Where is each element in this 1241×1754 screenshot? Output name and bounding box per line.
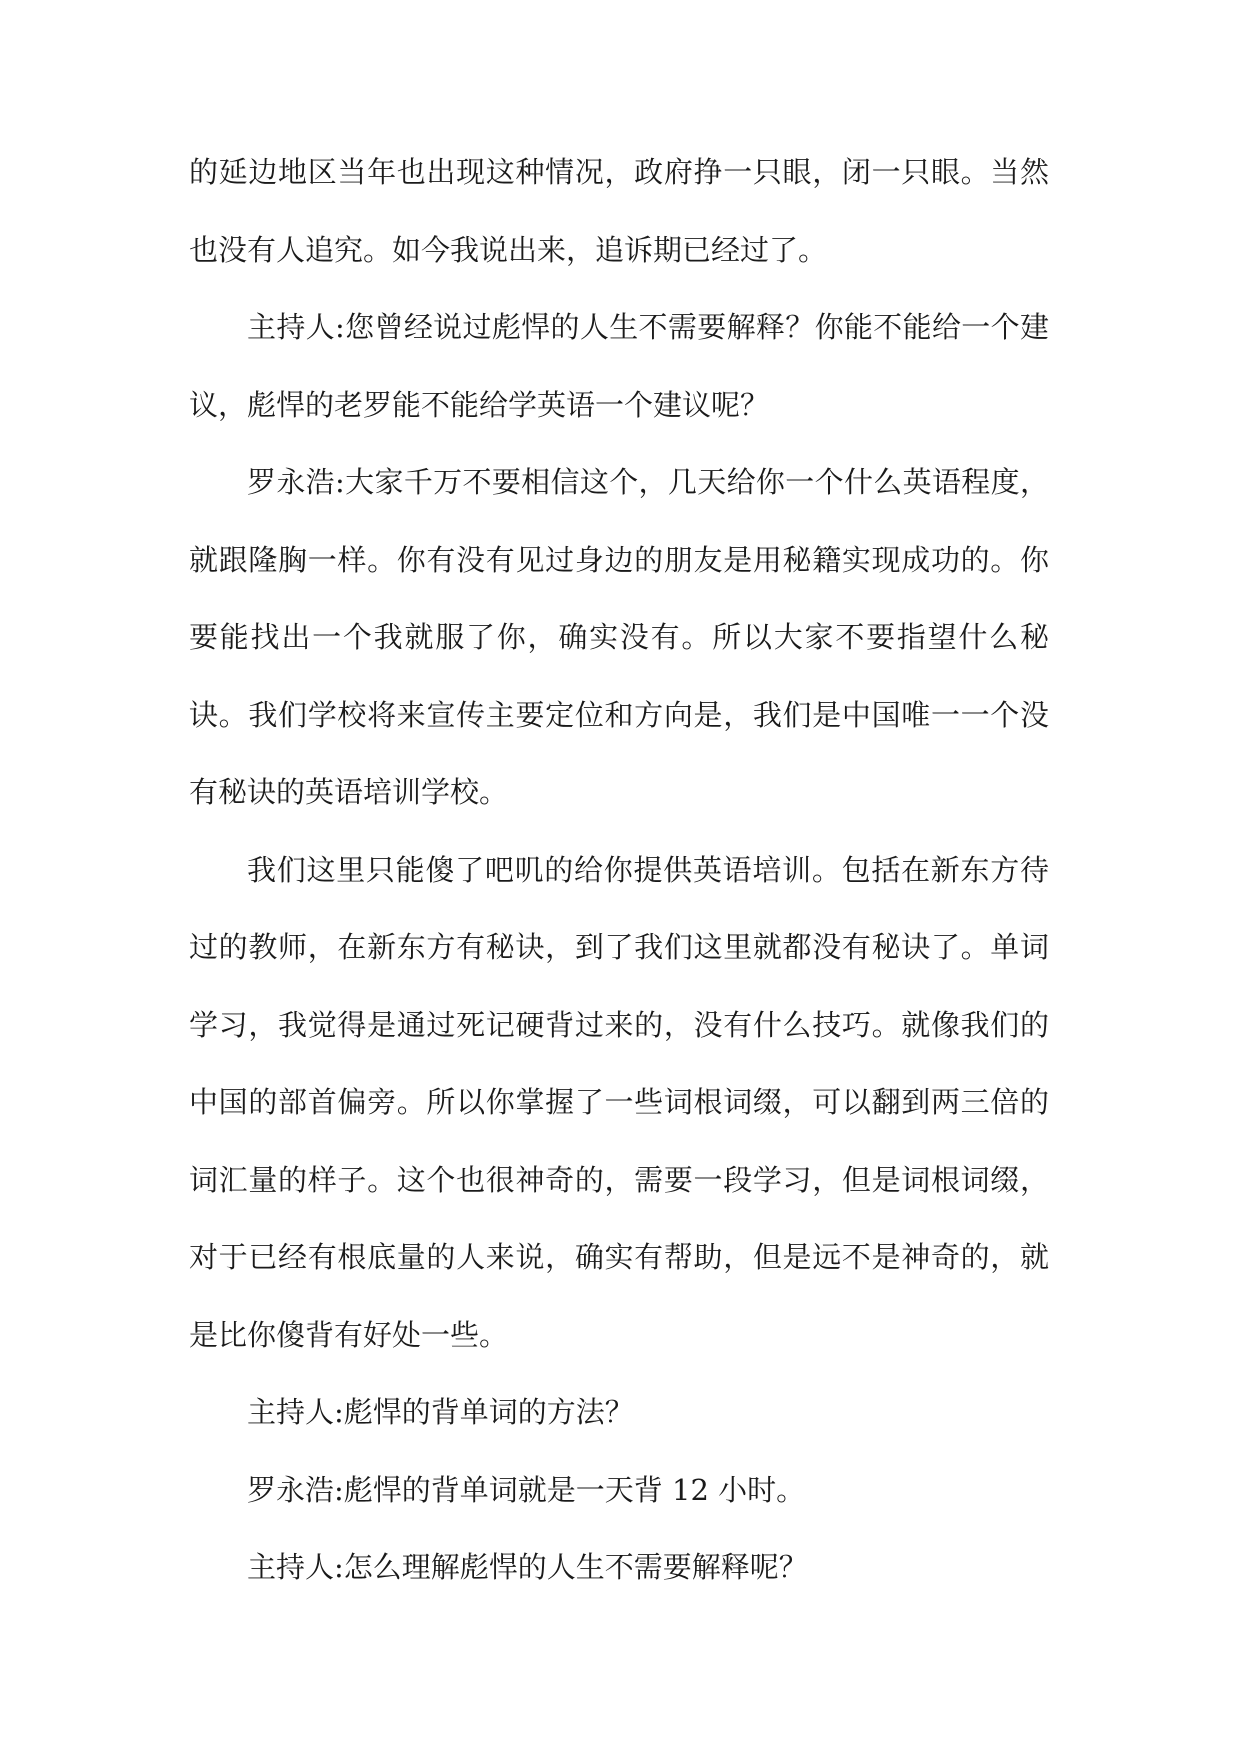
paragraph: 主持人:怎么理解彪悍的人生不需要解释呢？ bbox=[247, 1550, 808, 1584]
paragraph: 罗永浩:彪悍的背单词就是一天背 12 小时。 bbox=[247, 1472, 806, 1507]
paragraph: 的延边地区当年也出现这种情况，政府挣一只眼，闭一只眼。当然也没有人追究。如今我说出来，追诉期已经过了。 bbox=[189, 155, 1049, 267]
paragraph: 主持人:彪悍的背单词的方法？ bbox=[247, 1395, 634, 1429]
paragraph: 罗永浩:大家千万不要相信这个，几天给你一个什么英语程度，就跟隆胸一样。你有没有见过身边的朋友是用秘籍实现成功的。你要能找出一个我就服了你，确实没有。所以大家不要指望什么秘诀。我们学校将来宣传主要定位和方向是，我们是中国唯一一个没有秘诀的英语培训学校。 bbox=[189, 465, 1049, 809]
paragraph: 我们这里只能傻了吧叽的给你提供英语培训。包括在新东方待过的教师，在新东方有秘诀，到了我们这里就都没有秘诀了。单词学习，我觉得是通过死记硬背过来的，没有什么技巧。就像我们的中国的部首偏旁。所以你掌握了一些词根词缀，可以翻到两三倍的词汇量的样子。这个也很神奇的，需要一段学习，但是词根词缀，对于已经有根底量的人来说，确实有帮助，但是远不是神奇的，就是比你傻背有好处一些。 bbox=[189, 852, 1049, 1352]
paragraph: 主持人:您曾经说过彪悍的人生不需要解释？你能不能给一个建议，彪悍的老罗能不能给学英语一个建议呢？ bbox=[189, 310, 1049, 422]
document-body bbox=[189, 134, 1049, 1607]
